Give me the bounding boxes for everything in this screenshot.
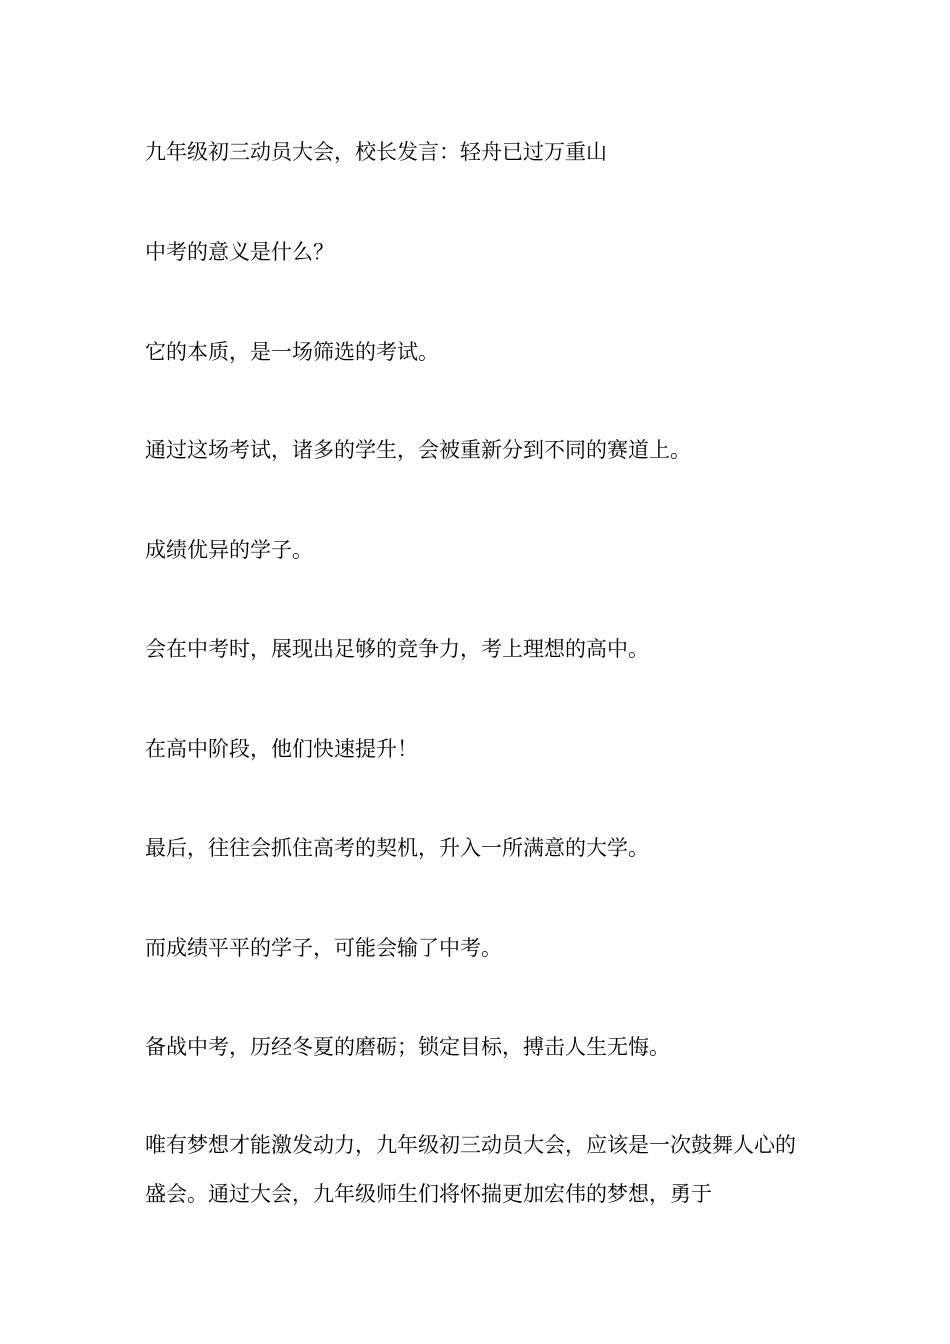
paragraph-multiline: 唯有梦想才能激发动力，九年级初三动员大会，应该是一次鼓舞人心的盛会。通过大会，九年级师生们将怀揣更加宏伟的梦想，勇于: [145, 1133, 796, 1206]
paragraph: 而成绩平平的学子，可能会输了中考。: [145, 936, 502, 960]
document-title: 九年级初三动员大会，校长发言：轻舟已过万重山: [145, 140, 607, 164]
paragraph: 中考的意义是什么？: [145, 240, 334, 264]
paragraph: 会在中考时，展现出足够的竞争力，考上理想的高中。: [145, 637, 649, 661]
paragraph: 备战中考，历经冬夏的磨砺；锁定目标，搏击人生无悔。: [145, 1035, 670, 1059]
paragraph: 通过这场考试，诸多的学生，会被重新分到不同的赛道上。: [145, 438, 691, 462]
paragraph: 最后，往往会抓住高考的契机，升入一所满意的大学。: [145, 836, 649, 860]
paragraph: 在高中阶段，他们快速提升！: [145, 737, 418, 761]
paragraph: 成绩优异的学子。: [145, 538, 313, 562]
paragraph: 它的本质，是一场筛选的考试。: [145, 340, 439, 364]
